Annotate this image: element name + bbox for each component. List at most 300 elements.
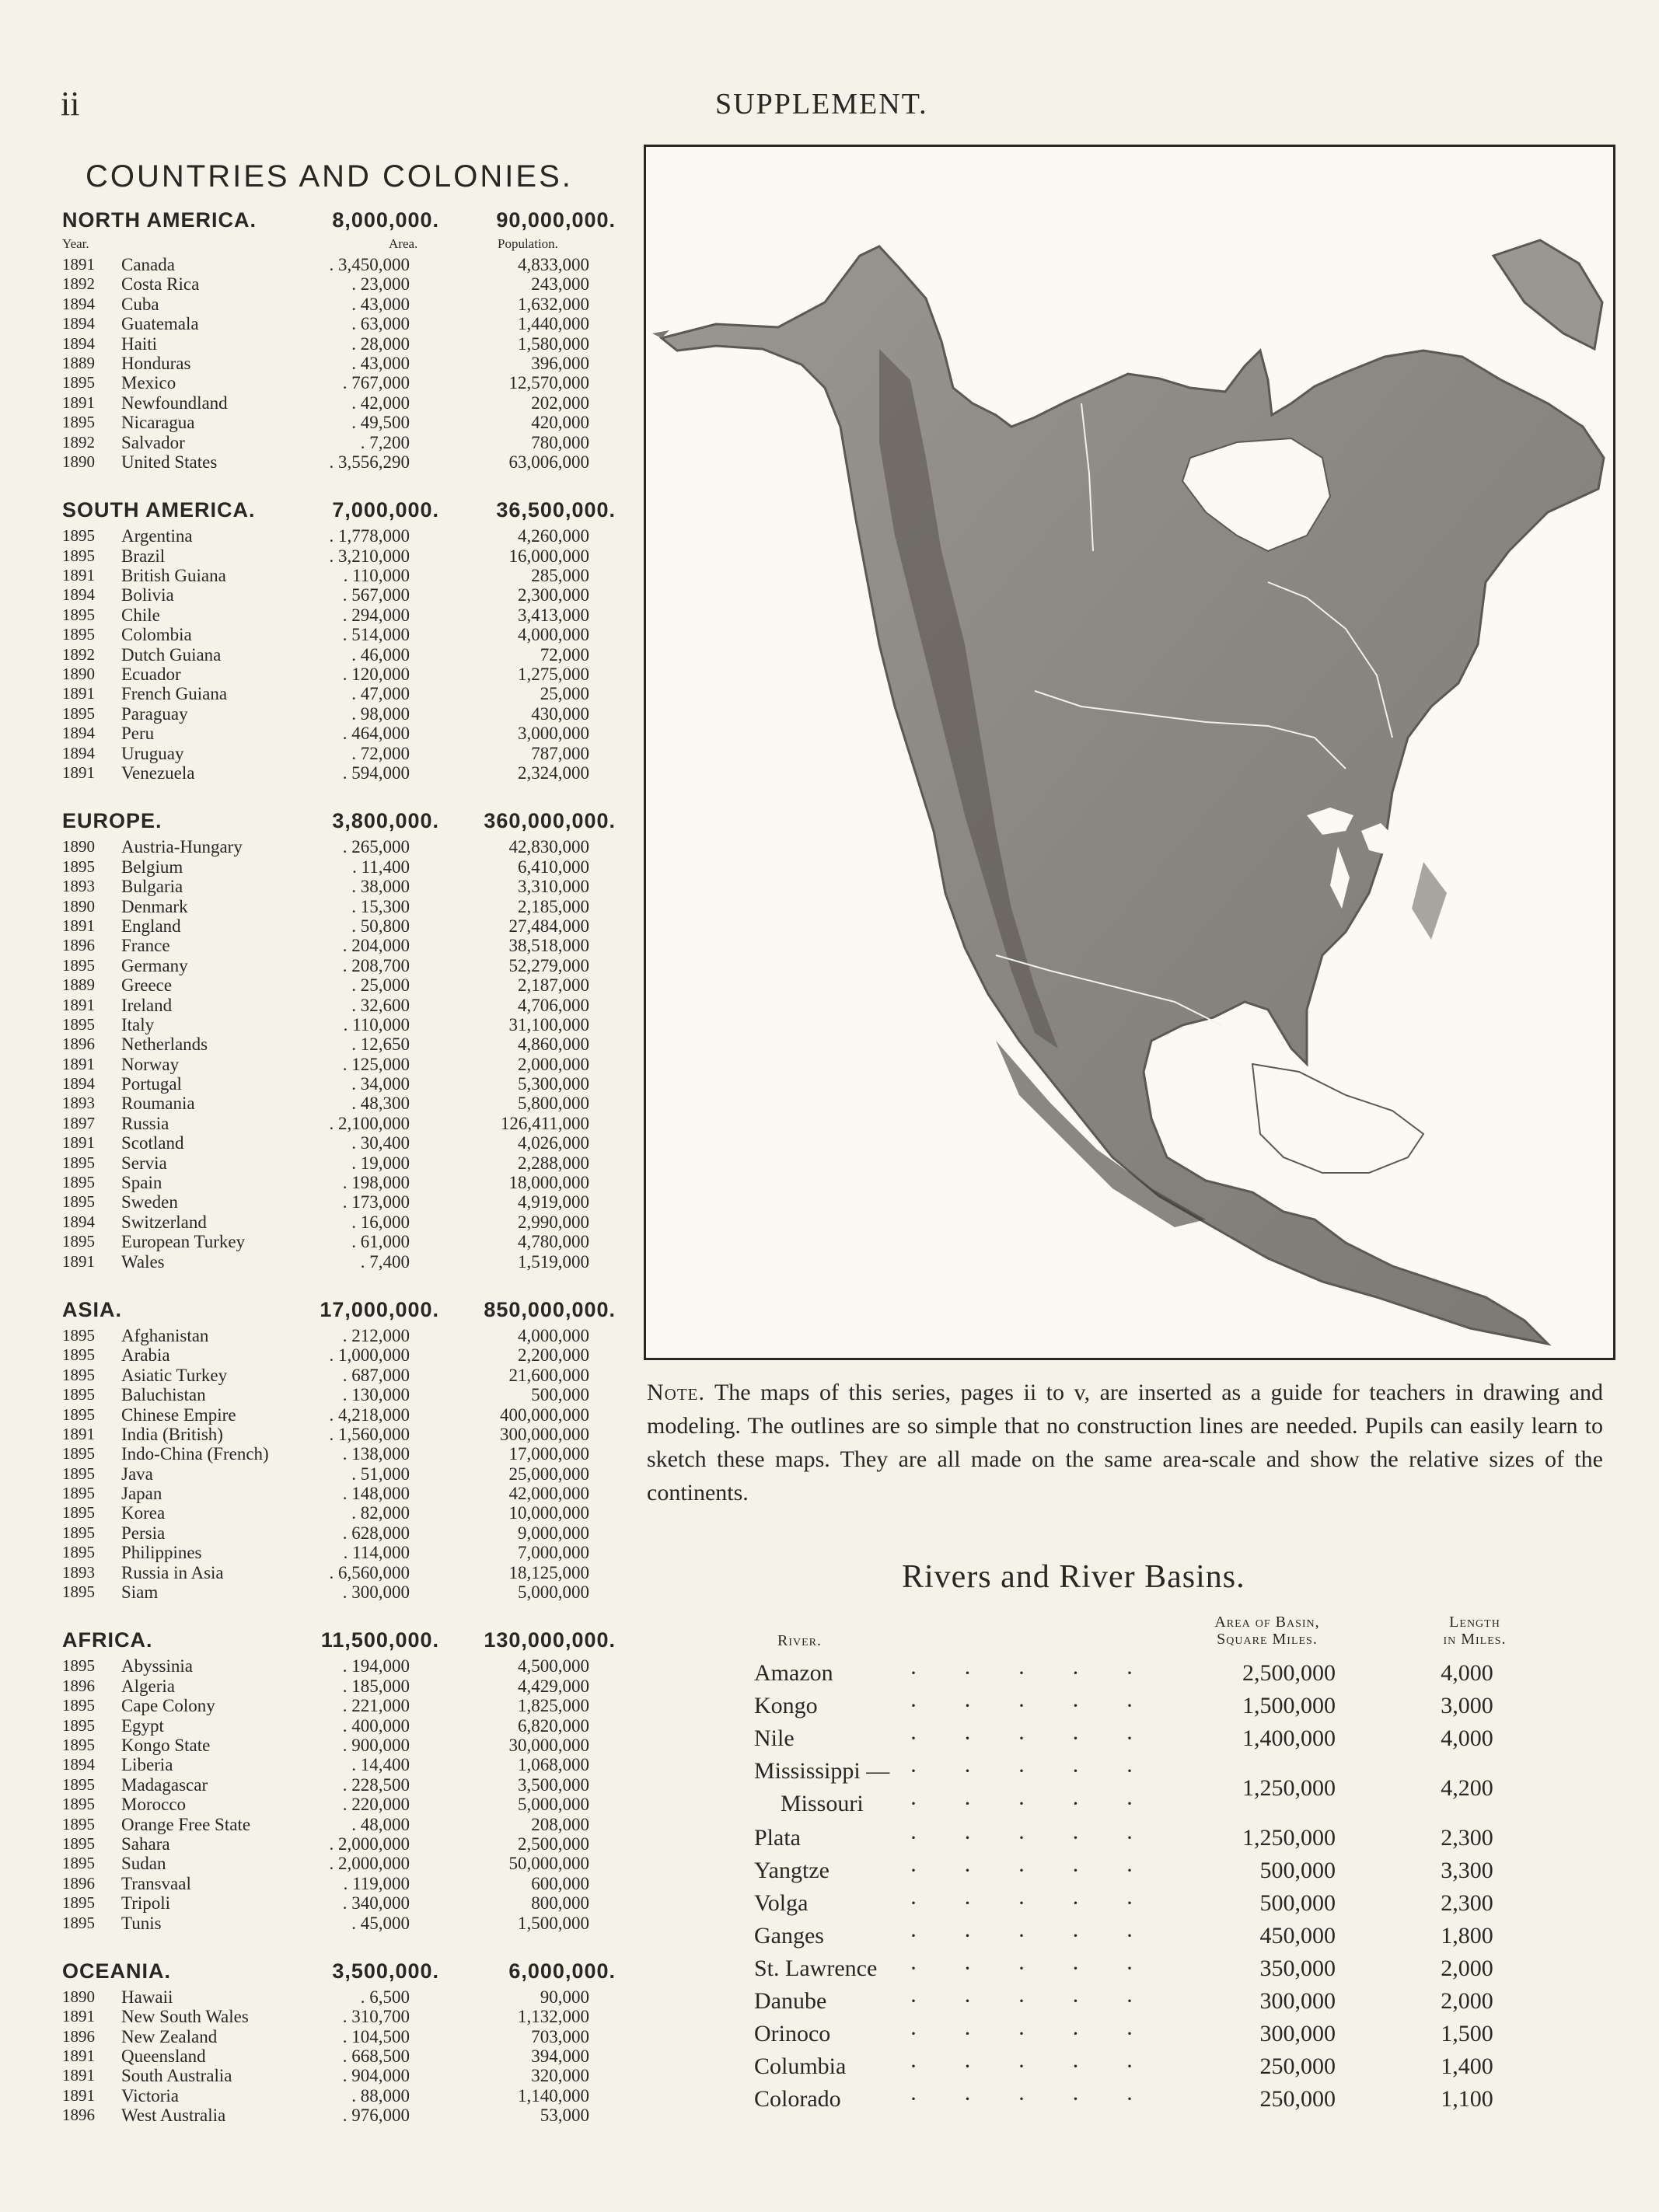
table-row	[62, 1232, 622, 1251]
row-area: . 767,000	[342, 373, 410, 393]
row-area: . 7,200	[360, 432, 410, 452]
river-name: Yangtze	[754, 1858, 830, 1883]
row-country: Honduras	[121, 353, 191, 373]
leader-dots: · · · · ·	[910, 1825, 1154, 1851]
river-length: 2,300	[1441, 1825, 1493, 1851]
river-length: 2,300	[1441, 1890, 1493, 1916]
row-country: Greece	[121, 975, 173, 996]
row-year: 1894	[62, 1074, 95, 1094]
region-area-total: 3,500,000.	[332, 1959, 439, 1983]
row-area: . 50,800	[351, 916, 410, 936]
river-row	[754, 1858, 1532, 1890]
row-population: 1,068,000	[518, 1755, 589, 1775]
row-population: 4,026,000	[518, 1133, 589, 1153]
table-row	[62, 433, 622, 452]
row-area: . 228,500	[342, 1774, 410, 1795]
table-row	[62, 274, 622, 294]
table-row	[62, 897, 622, 916]
river-length: 3,000	[1441, 1693, 1493, 1718]
region-name: ASIA.	[62, 1297, 123, 1321]
row-area: . 82,000	[351, 1503, 410, 1523]
row-country: Salvador	[121, 432, 185, 452]
row-area: . 148,000	[342, 1484, 410, 1504]
row-year: 1895	[62, 1345, 95, 1365]
row-population: 6,820,000	[518, 1715, 589, 1736]
river-basin-area: 2,500,000	[1242, 1660, 1336, 1686]
region-header	[62, 1298, 622, 1326]
row-area: . 119,000	[343, 1873, 410, 1893]
region-name: EUROPE.	[62, 809, 162, 833]
region-population-total: 36,500,000.	[496, 498, 616, 522]
river-row	[754, 2021, 1532, 2053]
row-population: 420,000	[531, 413, 589, 433]
row-population: 53,000	[540, 2106, 589, 2126]
row-population: 3,413,000	[518, 605, 589, 625]
row-area: . 594,000	[342, 762, 410, 783]
row-population: 72,000	[540, 644, 589, 665]
row-year: 1891	[62, 2085, 95, 2105]
row-population: 800,000	[531, 1893, 589, 1914]
row-country: Algeria	[121, 1676, 175, 1696]
row-population: 243,000	[531, 274, 589, 295]
row-country: New South Wales	[121, 2007, 249, 2027]
row-year: 1895	[62, 413, 95, 432]
row-country: Asiatic Turkey	[121, 1365, 228, 1385]
row-area: . 400,000	[342, 1715, 410, 1736]
table-row	[62, 354, 622, 373]
row-area: . 185,000	[342, 1676, 410, 1696]
river-name: Missouri	[781, 1791, 864, 1816]
river-length: 1,100	[1441, 2086, 1493, 2112]
row-population: 25,000,000	[508, 1464, 589, 1484]
row-year: 1895	[62, 1014, 95, 1034]
table-row	[62, 1987, 622, 2007]
row-population: 396,000	[531, 353, 589, 373]
row-population: 1,500,000	[518, 1913, 589, 1933]
river-name: Plata	[754, 1825, 801, 1851]
row-year: 1891	[62, 2066, 95, 2085]
row-population: 5,300,000	[518, 1074, 589, 1094]
row-population: 50,000,000	[508, 1854, 589, 1874]
note-paragraph	[647, 1376, 1603, 1509]
table-row	[62, 704, 622, 724]
river-length: 4,000	[1441, 1660, 1493, 1686]
row-country: Sweden	[121, 1192, 178, 1212]
row-area: . 3,450,000	[329, 255, 410, 274]
region-name: AFRICA.	[62, 1628, 153, 1652]
leader-dots: · · · · ·	[910, 1923, 1154, 1949]
table-row	[62, 996, 622, 1015]
row-area: . 2,000,000	[329, 1833, 410, 1854]
row-area: . 25,000	[351, 975, 410, 996]
row-year: 1895	[62, 373, 95, 393]
table-row	[62, 566, 622, 585]
region-block	[62, 498, 622, 783]
row-area: . 1,778,000	[329, 526, 410, 546]
row-area: . 900,000	[342, 1736, 410, 1755]
row-area: . 687,000	[342, 1365, 410, 1385]
row-area: . 12,650	[351, 1034, 410, 1055]
row-country: Norway	[121, 1054, 180, 1074]
row-area: . 11,400	[352, 857, 410, 877]
region-header	[62, 1959, 622, 1987]
row-year: 1889	[62, 353, 95, 372]
table-row	[62, 1252, 622, 1272]
river-length: 2,000	[1441, 1988, 1493, 2014]
row-population: 400,000,000	[500, 1404, 589, 1425]
row-year: 1895	[62, 1232, 95, 1251]
row-population: 7,000,000	[518, 1543, 589, 1563]
river-basin-area: 300,000	[1259, 1988, 1336, 2014]
table-row	[62, 1775, 622, 1795]
river-row	[754, 1988, 1532, 2021]
leader-dots: · · · · ·	[910, 1791, 1154, 1816]
row-year: 1895	[62, 955, 95, 975]
row-year: 1890	[62, 837, 95, 857]
row-year: 1895	[62, 1582, 95, 1602]
row-area: . 125,000	[342, 1054, 410, 1074]
river-row	[754, 1725, 1532, 1758]
table-row	[62, 2007, 622, 2026]
region-header	[62, 809, 622, 837]
river-name: Ganges	[754, 1923, 824, 1949]
row-population: 430,000	[531, 703, 589, 724]
row-country: Indo-China (French)	[121, 1444, 269, 1464]
row-year: 1895	[62, 1656, 95, 1676]
row-population: 4,919,000	[518, 1192, 589, 1212]
row-country: Sahara	[121, 1833, 170, 1854]
row-country: Servia	[121, 1153, 167, 1173]
river-length: 3,300	[1441, 1858, 1493, 1883]
row-area: . 310,700	[342, 2007, 410, 2027]
row-population: 1,140,000	[518, 2085, 589, 2106]
leader-dots: · · · · ·	[910, 1725, 1154, 1751]
row-country: Spain	[121, 1173, 162, 1193]
table-row	[62, 975, 622, 995]
row-year: 1895	[62, 1854, 95, 1873]
row-area: . 2,000,000	[329, 1854, 410, 1874]
row-population: 2,000,000	[518, 1054, 589, 1074]
leader-dots: · · · · ·	[910, 1858, 1154, 1883]
row-country: Cape Colony	[121, 1696, 215, 1716]
row-area: . 15,300	[351, 896, 410, 916]
row-population: 787,000	[531, 743, 589, 763]
region-name: SOUTH AMERICA.	[62, 498, 256, 522]
row-population: 1,132,000	[518, 2007, 589, 2027]
row-country: Italy	[121, 1014, 155, 1034]
river-basin-area: 250,000	[1259, 2053, 1336, 2079]
row-area: . 47,000	[351, 684, 410, 704]
leader-dots: · · · · ·	[910, 2086, 1154, 2112]
row-population: 2,500,000	[518, 1833, 589, 1854]
table-row	[62, 1114, 622, 1133]
row-area: . 61,000	[351, 1232, 410, 1252]
table-row	[62, 1543, 622, 1562]
row-area: . 976,000	[342, 2106, 410, 2126]
row-country: Argentina	[121, 526, 193, 546]
table-row	[62, 763, 622, 783]
table-row	[62, 625, 622, 644]
row-year: 1892	[62, 644, 95, 664]
row-year: 1891	[62, 393, 95, 412]
region-block	[62, 208, 622, 472]
leader-dots: · · · · ·	[910, 1660, 1154, 1686]
river-length: 4,000	[1441, 1725, 1493, 1751]
river-row	[754, 1923, 1532, 1956]
row-country: Newfoundland	[121, 393, 228, 413]
row-year: 1892	[62, 432, 95, 452]
row-area: . 28,000	[351, 333, 410, 354]
row-country: Nicaragua	[121, 413, 195, 433]
row-area: . 265,000	[342, 837, 410, 857]
row-year: 1895	[62, 1893, 95, 1913]
row-country: New Zealand	[121, 2026, 218, 2046]
row-country: Queensland	[121, 2046, 206, 2067]
row-population: 1,632,000	[518, 294, 589, 314]
river-row	[754, 1825, 1532, 1858]
row-year: 1895	[62, 1503, 95, 1523]
row-population: 2,187,000	[518, 975, 589, 996]
row-year: 1895	[62, 1814, 95, 1833]
row-year: 1895	[62, 605, 95, 624]
row-year: 1894	[62, 1212, 95, 1231]
leader-dots: · · · · ·	[910, 1758, 1154, 1784]
row-population: 4,833,000	[518, 255, 589, 274]
table-row	[62, 1484, 622, 1503]
row-population: 2,300,000	[518, 585, 589, 605]
row-year: 1893	[62, 877, 95, 896]
row-country: Peru	[121, 724, 155, 744]
row-area: . 88,000	[351, 2085, 410, 2106]
running-title: SUPPLEMENT.	[715, 88, 928, 120]
river-basin-area: 250,000	[1259, 2086, 1336, 2112]
row-area: . 63,000	[351, 314, 410, 334]
row-year: 1895	[62, 1795, 95, 1814]
region-name: OCEANIA.	[62, 1959, 172, 1983]
table-row	[62, 956, 622, 975]
row-year: 1890	[62, 1987, 95, 2006]
table-row	[62, 2066, 622, 2085]
table-row	[62, 1444, 622, 1464]
row-population: 1,275,000	[518, 665, 589, 685]
region-block	[62, 1628, 622, 1932]
row-year: 1891	[62, 255, 95, 274]
row-year: 1897	[62, 1113, 95, 1132]
region-area-total: 11,500,000.	[320, 1628, 439, 1652]
region-header	[62, 1628, 622, 1656]
row-population: 42,000,000	[508, 1484, 589, 1504]
river-basin-area: 500,000	[1259, 1890, 1336, 1916]
river-basin-area: 1,250,000	[1242, 1775, 1336, 1801]
row-country: Germany	[121, 955, 188, 975]
row-year: 1890	[62, 665, 95, 684]
row-area: . 72,000	[351, 743, 410, 763]
table-row	[62, 1582, 622, 1602]
row-country: Persia	[121, 1523, 166, 1543]
row-year: 1891	[62, 995, 95, 1014]
river-name: Mississippi —	[754, 1758, 890, 1784]
table-row	[62, 314, 622, 333]
row-area: . 42,000	[351, 393, 410, 413]
table-row	[62, 1503, 622, 1523]
row-year: 1891	[62, 2007, 95, 2026]
region-block	[62, 809, 622, 1272]
table-row	[62, 1854, 622, 1873]
row-population: 3,500,000	[518, 1774, 589, 1795]
table-row	[62, 334, 622, 354]
row-year: 1891	[62, 2046, 95, 2066]
row-country: England	[121, 916, 181, 936]
table-row	[62, 1464, 622, 1484]
row-country: Tripoli	[121, 1893, 171, 1914]
table-row	[62, 546, 622, 566]
row-country: France	[121, 936, 170, 956]
row-population: 1,580,000	[518, 333, 589, 354]
row-population: 90,000	[540, 1987, 589, 2007]
countries-title: COUNTRIES AND COLONIES.	[86, 159, 573, 194]
row-year: 1895	[62, 1913, 95, 1932]
table-row	[62, 1736, 622, 1755]
table-row	[62, 1716, 622, 1736]
row-year: 1894	[62, 314, 95, 333]
row-area: . 48,000	[351, 1814, 410, 1834]
row-country: Victoria	[121, 2085, 179, 2106]
row-population: 4,706,000	[518, 995, 589, 1015]
rivers-col-area-line1: Area of Basin,	[1214, 1614, 1320, 1631]
row-year: 1895	[62, 1192, 95, 1212]
row-population: 27,484,000	[508, 916, 589, 936]
row-area: . 138,000	[342, 1444, 410, 1464]
row-country: European Turkey	[121, 1232, 246, 1252]
region-area-total: 3,800,000.	[332, 809, 439, 833]
row-country: Venezuela	[121, 762, 195, 783]
river-basin-area: 350,000	[1259, 1956, 1336, 1981]
row-country: Tunis	[121, 1913, 162, 1933]
river-row	[754, 1660, 1532, 1693]
row-country: Russia	[121, 1113, 169, 1133]
row-area: . 49,500	[351, 413, 410, 433]
row-country: British Guiana	[121, 566, 226, 586]
row-year: 1891	[62, 684, 95, 703]
region-name: NORTH AMERICA.	[62, 208, 257, 232]
row-population: 10,000,000	[508, 1503, 589, 1523]
note-text: The maps of this series, pages ii to v, are inserted as a guide for teachers in drawing and modeling. The outlines are so simple that no construction lines are needed. Pupils can easily learn to sketch these maps. They are all made on the same area-scale and show the relative sizes of the continents.	[647, 1380, 1603, 1505]
rivers-title: Rivers and River Basins.	[902, 1559, 1245, 1595]
rivers-col-river: River.	[777, 1632, 823, 1649]
row-area: . 32,600	[351, 995, 410, 1015]
river-length: 4,200	[1441, 1775, 1493, 1801]
table-row	[62, 837, 622, 857]
row-country: Roumania	[121, 1094, 195, 1114]
row-area: . 7,400	[360, 1251, 410, 1272]
row-year: 1893	[62, 1094, 95, 1113]
row-area: . 628,000	[342, 1523, 410, 1543]
row-area: . 198,000	[342, 1173, 410, 1193]
row-area: . 514,000	[342, 625, 410, 645]
row-country: India (British)	[121, 1424, 223, 1444]
row-year: 1894	[62, 294, 95, 313]
row-country: Chile	[121, 605, 160, 625]
row-population: 4,780,000	[518, 1232, 589, 1252]
leader-dots: · · · · ·	[910, 1988, 1154, 2014]
row-country: Siam	[121, 1582, 159, 1603]
row-year: 1895	[62, 857, 95, 876]
table-row	[62, 605, 622, 625]
row-year: 1894	[62, 585, 95, 605]
region-area-total: 8,000,000.	[332, 208, 439, 232]
row-area: . 45,000	[351, 1913, 410, 1933]
leader-dots: · · · · ·	[910, 1693, 1154, 1718]
row-country: Denmark	[121, 896, 188, 916]
row-area: . 4,218,000	[329, 1404, 410, 1425]
row-population: 2,324,000	[518, 762, 589, 783]
row-area: . 1,560,000	[329, 1424, 410, 1444]
leader-dots: · · · · ·	[910, 2053, 1154, 2079]
table-row	[62, 1676, 622, 1696]
river-name: Kongo	[754, 1693, 818, 1718]
table-row	[62, 2086, 622, 2106]
row-country: Hawaii	[121, 1987, 173, 2007]
north-america-map	[644, 145, 1615, 1360]
rivers-col-area-line2: Square Miles.	[1217, 1631, 1318, 1648]
row-year: 1895	[62, 1715, 95, 1735]
river-name: Nile	[754, 1725, 795, 1751]
row-population: 320,000	[531, 2066, 589, 2086]
table-row	[62, 1326, 622, 1345]
row-area: . 120,000	[342, 665, 410, 685]
row-area: . 6,560,000	[329, 1562, 410, 1582]
table-row	[62, 413, 622, 432]
table-row	[62, 585, 622, 605]
row-population: 126,411,000	[500, 1113, 589, 1133]
river-name: St. Lawrence	[754, 1956, 878, 1981]
row-area: . 3,556,290	[329, 452, 410, 472]
row-population: 17,000,000	[508, 1444, 589, 1464]
row-year: 1891	[62, 1424, 95, 1443]
row-population: 394,000	[531, 2046, 589, 2067]
row-population: 780,000	[531, 432, 589, 452]
table-row	[62, 936, 622, 955]
table-row	[62, 1192, 622, 1212]
row-year: 1890	[62, 896, 95, 916]
row-population: 202,000	[531, 393, 589, 413]
note-label: Note.	[647, 1380, 705, 1405]
row-year: 1891	[62, 1133, 95, 1153]
river-length: 1,500	[1441, 2021, 1493, 2046]
table-row	[62, 1523, 622, 1543]
row-year: 1890	[62, 452, 95, 471]
row-area: . 6,500	[360, 1987, 410, 2007]
table-row	[62, 1385, 622, 1404]
row-country: Egypt	[121, 1715, 164, 1736]
table-row	[62, 645, 622, 665]
row-year: 1895	[62, 1173, 95, 1192]
population-label: Population.	[498, 236, 558, 251]
row-year: 1895	[62, 1325, 95, 1345]
region-population-total: 360,000,000.	[484, 809, 616, 833]
row-area: . 300,000	[342, 1582, 410, 1603]
row-year: 1895	[62, 1774, 95, 1794]
row-area: . 204,000	[342, 936, 410, 956]
row-year: 1894	[62, 1755, 95, 1774]
row-year: 1895	[62, 1464, 95, 1483]
river-name: Amazon	[754, 1660, 833, 1686]
river-name: Volga	[754, 1890, 809, 1916]
table-row	[62, 1345, 622, 1365]
table-row	[62, 1015, 622, 1034]
row-country: French Guiana	[121, 684, 228, 704]
row-population: 4,260,000	[518, 526, 589, 546]
